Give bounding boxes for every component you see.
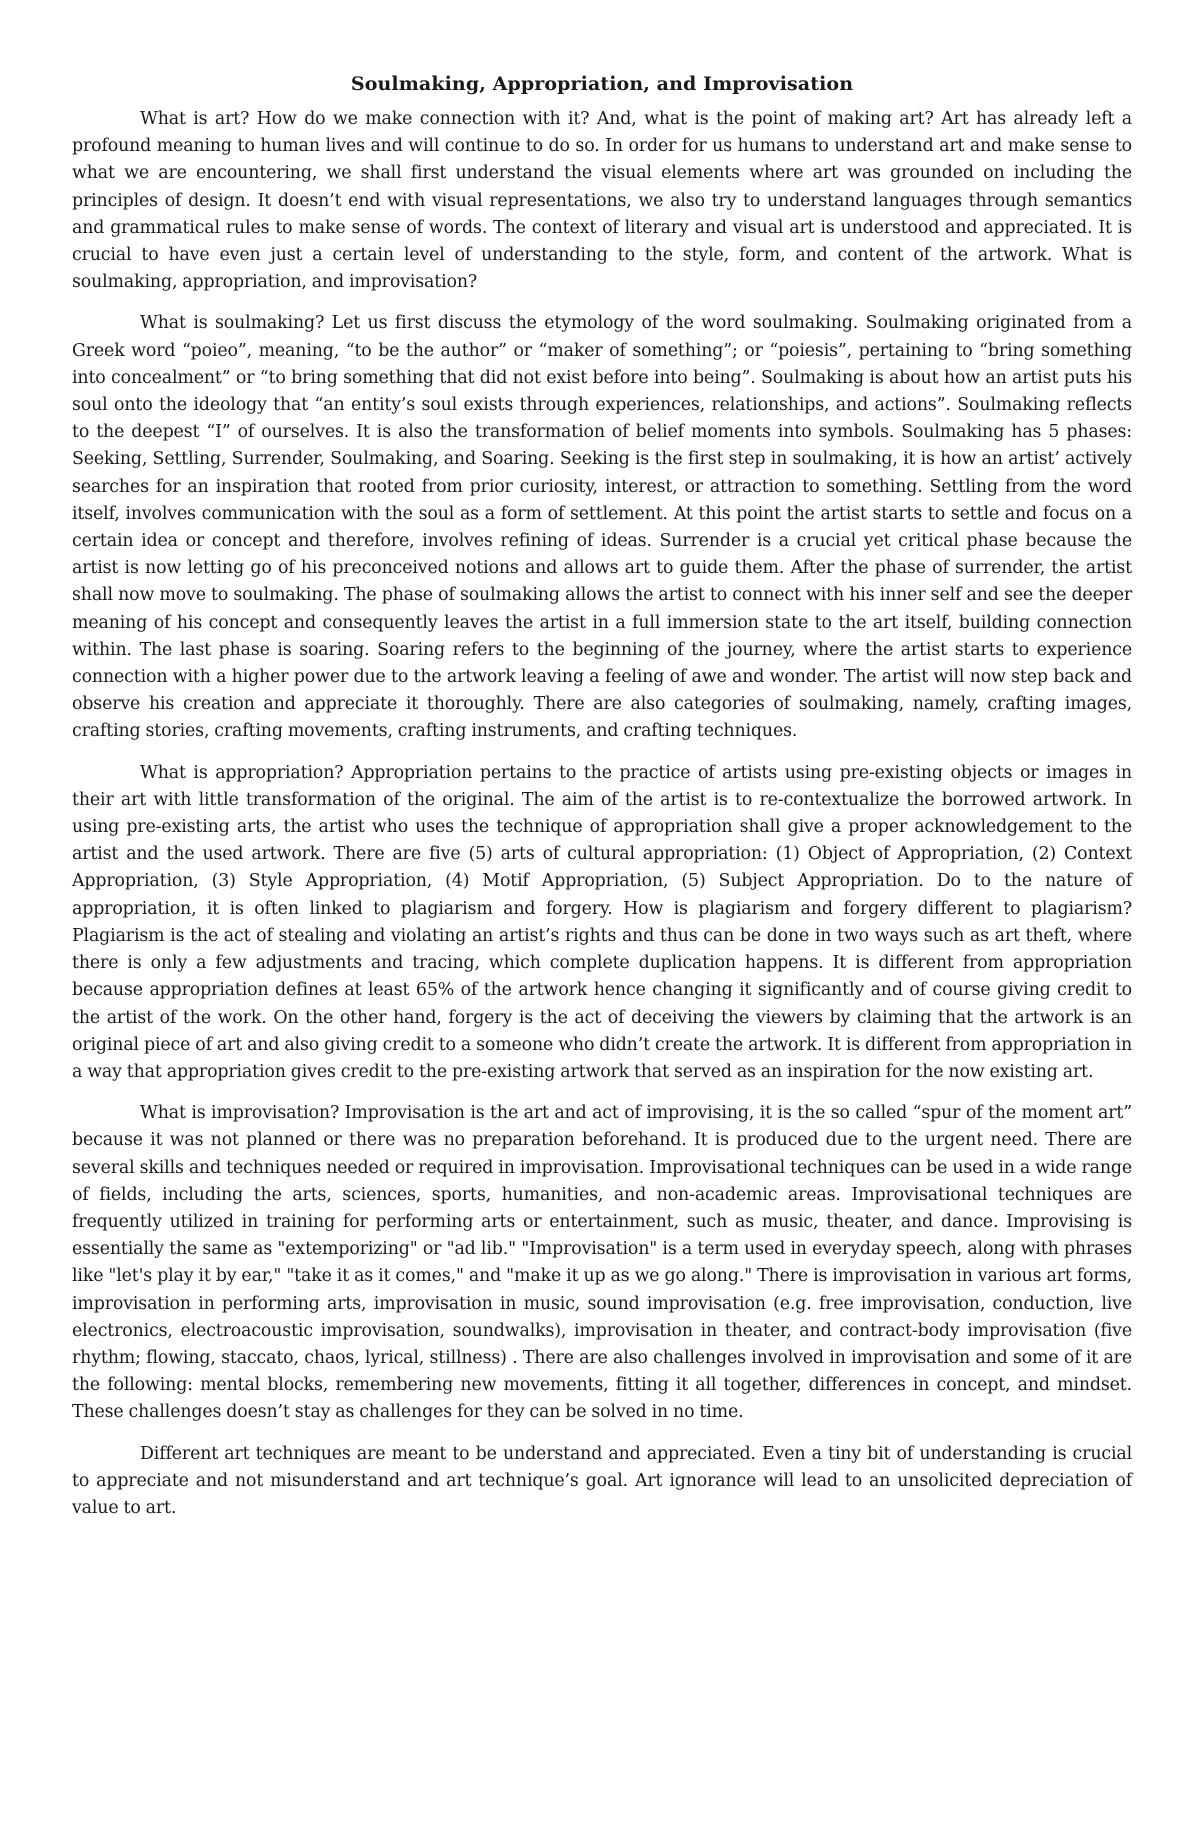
document-title: Soulmaking, Appropriation, and Improvisation	[350, 73, 854, 95]
paragraph-conclusion: Different art techniques are meant to be understand and appreciated. Even a tiny bit of understanding is crucial to appreciate and not misunderstand and art technique’s goal. Art ignorance will lead to an unsolicited depreciation of value to art.	[72, 1443, 1132, 1518]
paragraph-appropriation: What is appropriation? Appropriation pertains to the practice of artists using pre-existing objects or images in their art with little transformation of the original. The aim of the artist is to re-contextualize the borrowed artwork. In using pre-existing arts, the artist who uses the technique of appropriation shall give a proper acknowledgement to the artist and the used artwork. There are five (5) arts of cultural appropriation: (1) Object of Appropriation, (2) Context Appropriation, (3) Style Appropriation, (4) Motif Appropriation, (5) Subject Appropriation. Do to the nature of appropriation, it is often linked to plagiarism and forgery. How is plagiarism and forgery different to plagiarism? Plagiarism is the act of stealing and violating an artist’s rights and thus can be done in two ways such as art theft, where there is only a few adjustments and tracing, which complete duplication happens. It is different from appropriation because appropriation defines at least 65% of the artwork hence changing it significantly and of course giving credit to the artist of the work. On the other hand, forgery is the act of deceiving the viewers by claiming that the artwork is an original piece of art and also giving credit to a someone who didn’t create the artwork. It is different from appropriation in a way that appropriation gives credit to the pre-existing artwork that served as an inspiration for the now existing art.	[72, 762, 1132, 1082]
paragraph-soulmaking: What is soulmaking? Let us first discuss the etymology of the word soulmaking. Soulmaking originated from a Greek word “poieo”, meaning, “to be the author” or “maker of something”; or “poiesis”, pertaining to “bring something into concealment” or “to bring something that did not exist before into being”. Soulmaking is about how an artist puts his soul onto the ideology that “an entity’s soul exists through experiences, relationships, and actions”. Soulmaking reflects to the deepest “I” of ourselves. It is also the transformation of belief moments into symbols. Soulmaking has 5 phases: Seeking, Settling, Surrender, Soulmaking, and Soaring. Seeking is the first step in soulmaking, it is how an artist’ actively searches for an inspiration that rooted from prior curiosity, interest, or attraction to something. Settling from the word itself, involves communication with the soul as a form of settlement. At this point the artist starts to settle and focus on a certain idea or concept and therefore, involves refining of ideas. Surrender is a crucial yet critical phase because the artist is now letting go of his preconceived notions and allows art to guide them. After the phase of surrender, the artist shall now move to soulmaking. The phase of soulmaking allows the artist to connect with his inner self and see the deeper meaning of his concept and consequently leaves the artist in a full immersion state to the art itself, building connection within. The last phase is soaring. Soaring refers to the beginning of the journey, where the artist starts to experience connection with a higher power due to the artwork leaving a feeling of awe and wonder. The artist will now step back and observe his creation and appreciate it thoroughly. There are also categories of soulmaking, namely, crafting images, crafting stories, crafting movements, crafting instruments, and crafting techniques.	[72, 313, 1132, 742]
document-page	[72, 70, 1132, 1536]
paragraph-intro: What is art? How do we make connection with it? And, what is the point of making art? Art has already left a profound meaning to human lives and will continue to do so. In order for us humans to understand art and make sense to what we are encountering, we shall first understand the visual elements where art was grounded on including the principles of design. It doesn’t end with visual representations, we also try to understand languages through semantics and grammatical rules to make sense of words. The context of literary and visual art is understood and appreciated. It is crucial to have even just a certain level of understanding to the style, form, and content of the artwork. What is soulmaking, appropriation, and improvisation?	[72, 109, 1132, 293]
paragraph-improvisation: What is improvisation? Improvisation is the art and act of improvising, it is the so called “spur of the moment art” because it was not planned or there was no preparation beforehand. It is produced due to the urgent need. There are several skills and techniques needed or required in improvisation. Improvisational techniques can be used in a wide range of fields, including the arts, sciences, sports, humanities, and non-academic areas. Improvisational techniques are frequently utilized in training for performing arts or entertainment, such as music, theater, and dance. Improvising is essentially the same as "extemporizing" or "ad lib." "Improvisation" is a term used in everyday speech, along with phrases like "let's play it by ear," "take it as it comes," and "make it up as we go along." There is improvisation in various art forms, improvisation in performing arts, improvisation in music, sound improvisation (e.g. free improvisation, conduction, live electronics, electroacoustic improvisation, soundwalks), improvisation in theater, and contract-body improvisation (five rhythm; flowing, staccato, chaos, lyrical, stillness) . There are also challenges involved in improvisation and some of it are the following: mental blocks, remembering new movements, fitting it all together, differences in concept, and mindset. These challenges doesn’t stay as challenges for they can be solved in no time.	[72, 1103, 1132, 1423]
